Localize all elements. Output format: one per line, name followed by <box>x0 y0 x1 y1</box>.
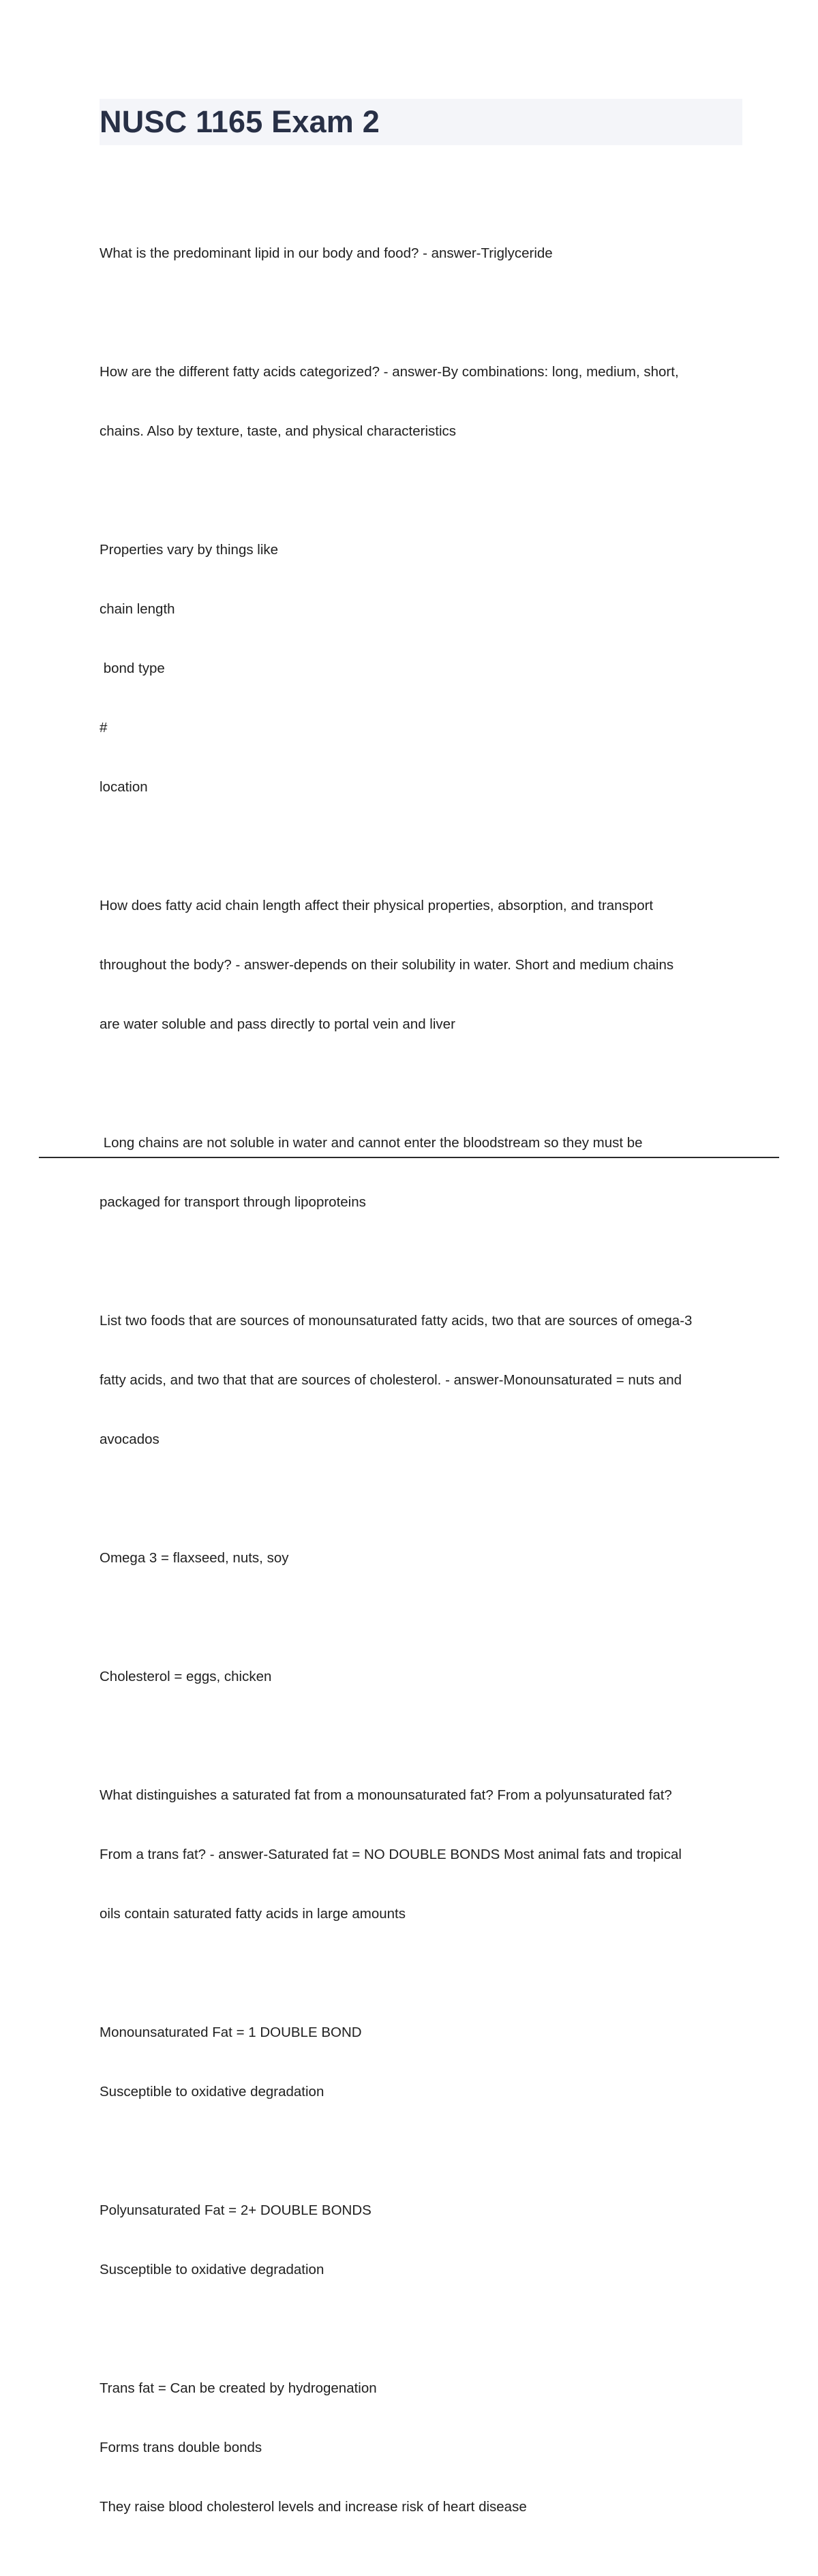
paragraph <box>100 2161 747 2319</box>
text-line: How are the different fatty acids categorized? - answer-By combinations: long, medium, short, <box>100 364 679 380</box>
text-line: Forms trans double bonds <box>100 2440 262 2455</box>
text-line: Long chains are not soluble in water and cannot enter the bloodstream so they must be <box>100 1135 643 1151</box>
text-line: Susceptible to oxidative degradation <box>100 2262 324 2277</box>
text-line: Monounsaturated Fat = 1 DOUBLE BOND <box>100 2025 362 2040</box>
text-line: They raise blood cholesterol levels and increase risk of heart disease <box>100 2499 527 2515</box>
paragraph <box>100 204 747 303</box>
text-line: Polyunsaturated Fat = 2+ DOUBLE BONDS <box>100 2202 372 2218</box>
text-line: fatty acids, and two that that are sources of cholesterol. - answer-Monounsaturated = nuts and <box>100 1372 682 1388</box>
text-line: # <box>100 720 108 736</box>
text-line: packaged for transport through lipoproteins <box>100 1194 366 1210</box>
document-body <box>100 204 747 2576</box>
paragraph <box>100 1271 747 1489</box>
text-line: Omega 3 = flaxseed, nuts, soy <box>100 1550 289 1566</box>
text-line: chains. Also by texture, taste, and physical characteristics <box>100 423 457 439</box>
paragraph <box>100 1093 747 1252</box>
text-line: List two foods that are sources of monounsaturated fatty acids, two that are sources of omega-3 <box>100 1313 693 1329</box>
text-line: Trans fat = Can be created by hydrogenation <box>100 2380 377 2396</box>
text-line: avocados <box>100 1431 160 1447</box>
paragraph <box>100 2339 747 2556</box>
text-line: Cholesterol = eggs, chicken <box>100 1669 272 1684</box>
text-line: What is the predominant lipid in our body and food? - answer-Triglyceride <box>100 245 553 261</box>
text-line: bond type <box>100 661 165 676</box>
text-line: How does fatty acid chain length affect their physical properties, absorption, and transport <box>100 898 654 913</box>
text-line: Properties vary by things like <box>100 542 279 558</box>
title-band <box>100 99 742 145</box>
paragraph <box>100 500 747 836</box>
text-line: location <box>100 779 148 795</box>
text-line: Susceptible to oxidative degradation <box>100 2084 324 2100</box>
paragraph <box>100 1746 747 1963</box>
text-line: oils contain saturated fatty acids in large amounts <box>100 1906 406 1922</box>
text-line: are water soluble and pass directly to portal vein and liver <box>100 1016 455 1032</box>
paragraph <box>100 1627 747 1726</box>
text-line: What distinguishes a saturated fat from a monounsaturated fat? From a polyunsaturated fat? <box>100 1787 672 1803</box>
paragraph <box>100 856 747 1074</box>
page-title: NUSC 1165 Exam 2 <box>100 104 380 139</box>
text-line: throughout the body? - answer-depends on their solubility in water. Short and medium chains <box>100 957 674 973</box>
footer-divider <box>39 1157 779 1158</box>
paragraph <box>100 322 747 481</box>
text-line: chain length <box>100 601 175 617</box>
paragraph <box>100 1509 747 1607</box>
text-line: From a trans fat? - answer-Saturated fat = NO DOUBLE BONDS Most animal fats and tropical <box>100 1847 682 1862</box>
paragraph <box>100 1983 747 2141</box>
